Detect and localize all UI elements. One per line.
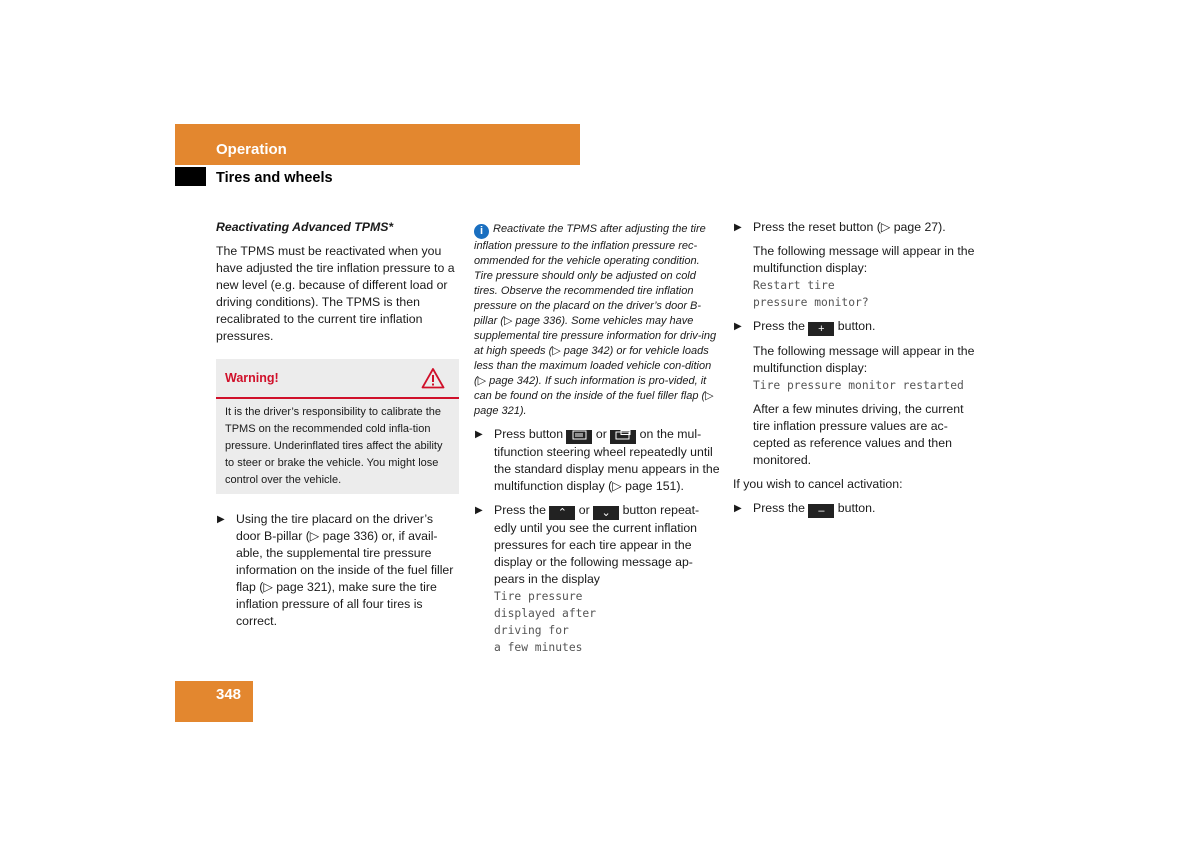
after-paragraph: After a few minutes driving, the current tire inflation pressure values are ac-cepted as reference values and then monitored. (753, 402, 964, 467)
step-text-b: button. (837, 501, 876, 515)
step-text-a: Press button (494, 427, 564, 441)
step-press-display-button (474, 426, 720, 495)
step-text-a: Press the (494, 503, 546, 517)
bullet-arrow-icon: ▶ (217, 514, 225, 525)
column-1 (216, 219, 461, 345)
down-arrow-button-icon: ⌄ (593, 506, 619, 520)
section-title: Operation (216, 141, 287, 158)
bullet-arrow-icon: ▶ (475, 505, 483, 516)
message-intro: The following message will appear in the multifunction display: (753, 244, 975, 275)
topic-heading: Reactivating Advanced TPMS* (216, 220, 394, 234)
cancel-intro: If you wish to cancel activation: (733, 477, 903, 491)
message-intro: The following message will appear in the multifunction display: (753, 344, 975, 375)
step-text-a: Press the (753, 319, 805, 333)
warning-label: Warning! (225, 371, 279, 385)
up-arrow-button-icon: ⌃ (549, 506, 575, 520)
step-press-reset (733, 219, 983, 236)
step-text-a: Press the (753, 501, 805, 515)
header-marker (175, 167, 206, 186)
info-icon: i (474, 224, 489, 239)
step-text-or: or (595, 427, 607, 441)
display-message (753, 277, 983, 311)
step-text-or: or (578, 503, 590, 517)
step-press-plus (733, 318, 983, 336)
intro-paragraph: The TPMS must be reactivated when you have adjusted the tire inflation pressure to a new level (e.g. because of different load or driving conditions). The TPMS is then recalibrated to the current tire inflation pressures. (216, 244, 455, 343)
minus-button-icon: – (808, 504, 834, 518)
column-2-steps (474, 426, 720, 656)
step-text-b: on the mul-tifunction steering wheel repeatedly until the standard display menu appears in the multifunction display (▷ page 151). (494, 427, 720, 493)
display-line: Restart tire (753, 279, 835, 292)
step-press-arrow-buttons (474, 502, 720, 656)
bullet-arrow-icon: ▶ (475, 429, 483, 440)
info-text: Reactivate the TPMS after adjusting the tire inflation pressure to the inflation pressure rec-ommended for the vehicle operating condition. Tire pressure should only be adjusted on cold tires. Observe the recommended tire inflation pressure on the placard on the driver’s door B-pillar (▷ page 336). Some vehicles may have supplemental tire pressure information for driv-ing at high speeds (▷ page 342) or for vehicle loads less than the maximum loaded vehicle con-dition (▷ page 342). If such information is pro-vided, it can be found on the inside of the fuel filler flap (▷ page 321). (474, 223, 717, 417)
info-note (474, 222, 720, 419)
step-check-placard (216, 511, 461, 630)
bullet-arrow-icon: ▶ (734, 503, 742, 514)
display-line: pressure monitor? (753, 296, 869, 309)
display-line: displayed after (494, 607, 597, 620)
plus-button-icon: + (808, 322, 834, 336)
step-text: Press the reset button (▷ page 27). (753, 220, 946, 234)
page-number: 348 (216, 686, 242, 703)
bullet-arrow-icon: ▶ (734, 321, 742, 332)
page-number-box (175, 681, 253, 722)
warning-text: It is the driver’s responsibility to calibrate the TPMS on the recommended cold infla-tion pressure. Underinflated tires affect the ability to steer or brake the vehicle. You might lose control over the vehicle. (225, 406, 443, 486)
step-text-b: button repeat-edly until you see the current inflation pressures for each tire appear in the display or the following message ap-pears in the display (494, 503, 700, 586)
display-message: Tire pressure monitor restarted (753, 379, 964, 392)
bullet-arrow-icon: ▶ (734, 222, 742, 233)
step-text-b: button. (837, 319, 876, 333)
step-press-minus (733, 500, 983, 518)
display-message (494, 588, 720, 656)
display-button-2-icon (610, 430, 636, 444)
column-3 (733, 219, 983, 518)
display-line: Tire pressure (494, 590, 583, 603)
warning-triangle-icon (421, 367, 445, 389)
subsection-title: Tires and wheels (216, 170, 333, 186)
display-line: a few minutes (494, 641, 583, 654)
display-line: driving for (494, 624, 569, 637)
display-button-1-icon (566, 430, 592, 444)
step-text: Using the tire placard on the driver’s door B-pillar (▷ page 336) or, if avail-able, the supplemental tire pressure information on the inside of the fuel filler flap (▷ page 321), make sure the tire inflation pressure of all four tires is correct. (236, 512, 454, 628)
